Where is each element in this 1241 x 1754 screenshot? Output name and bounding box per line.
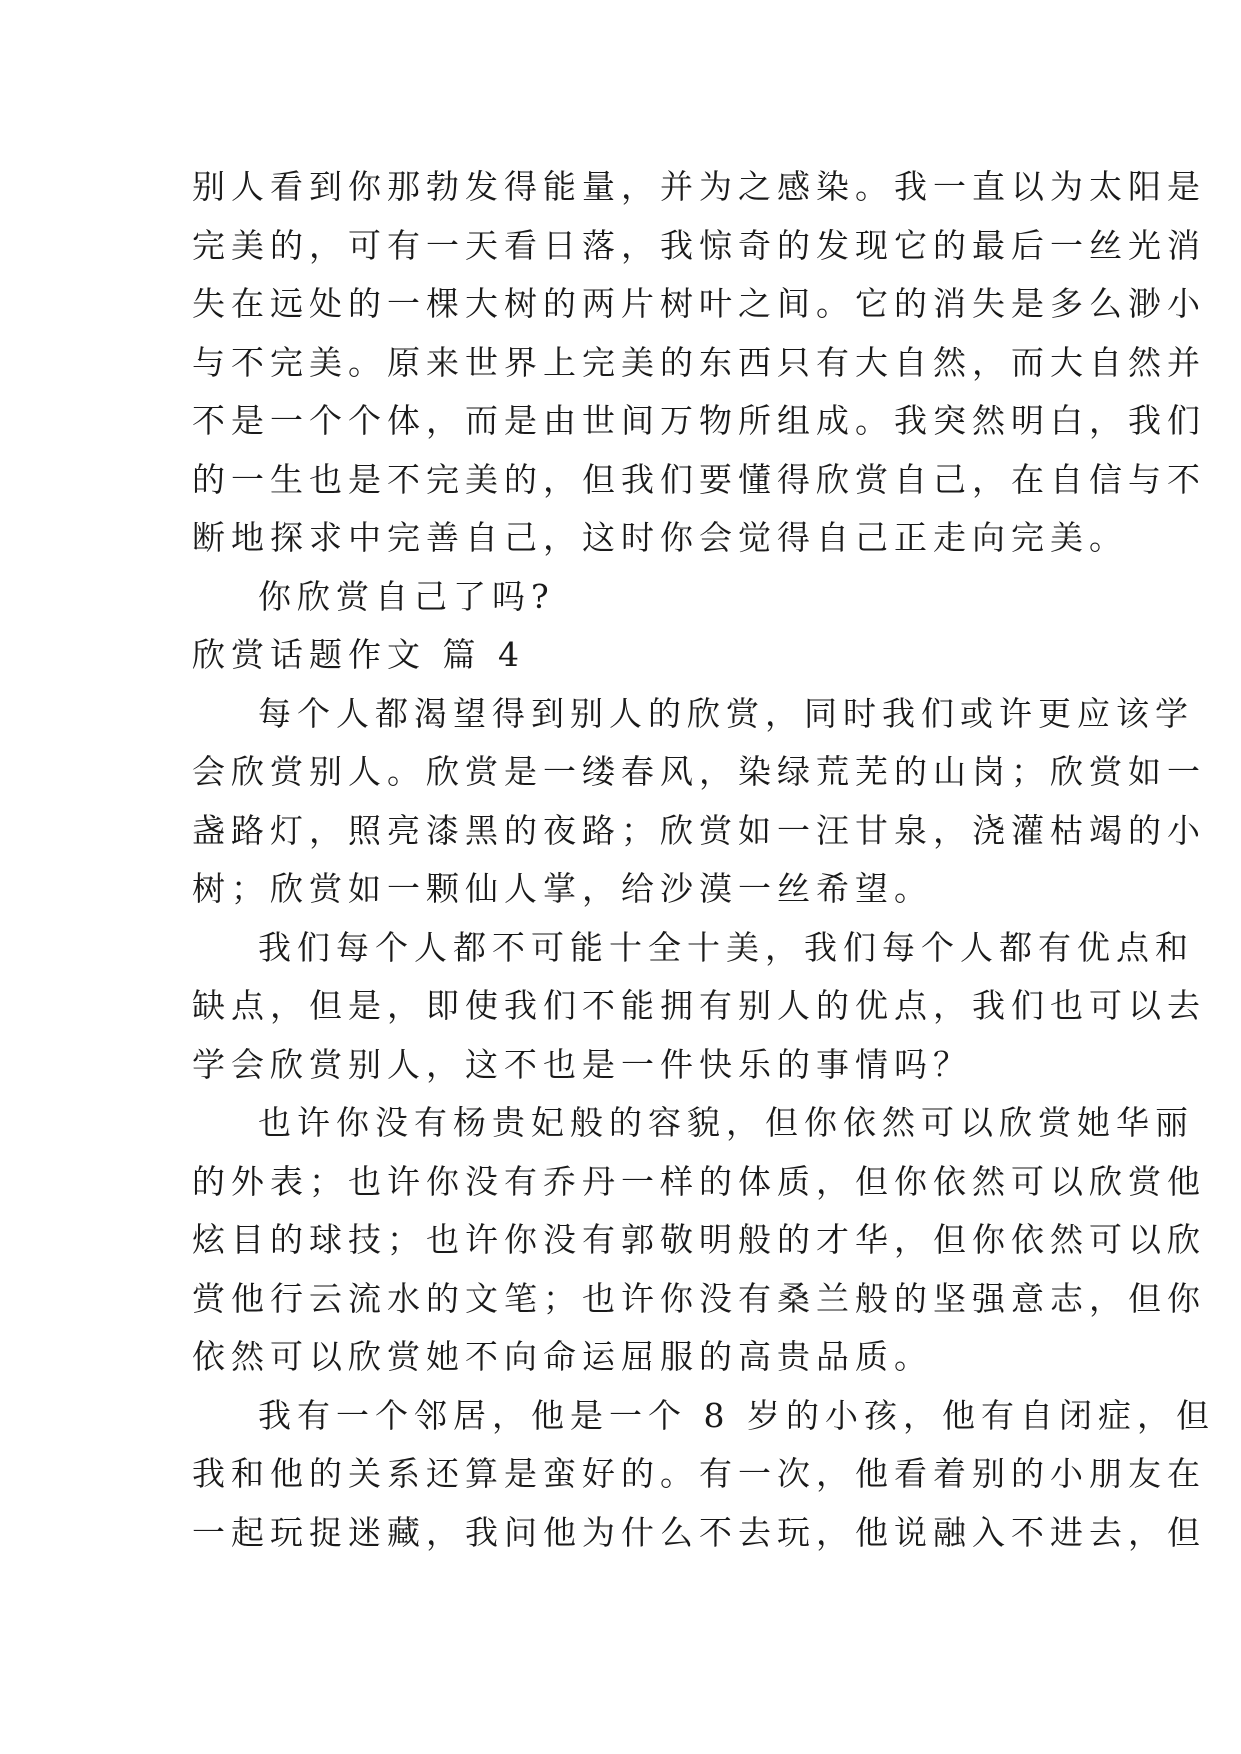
paragraph-line: 我和他的关系还算是蛮好的。有一次，他看着别的小朋友在	[192, 1454, 1206, 1493]
paragraph-2	[192, 919, 1206, 1095]
paragraph-3	[192, 1094, 1206, 1387]
paragraph-line: 树；欣赏如一颗仙人掌，给沙漠一丝希望。	[192, 869, 933, 908]
paragraph-1	[192, 685, 1206, 919]
paragraph-line: 断地探求中完善自己，这时你会觉得自己正走向完美。	[192, 518, 1128, 557]
paragraph-line: 学会欣赏别人，这不也是一件快乐的事情吗？	[192, 1044, 972, 1084]
section-heading: 欣赏话题作文 篇 4	[192, 635, 525, 674]
paragraph-line: 的外表；也许你没有乔丹一样的体质，但你依然可以欣赏他	[192, 1161, 1206, 1201]
paragraph-line: 赏他行云流水的文笔；也许你没有桑兰般的坚强意志，但你	[192, 1278, 1206, 1318]
paragraph-line: 不是一个个体，而是由世间万物所组成。我突然明白，我们	[192, 401, 1206, 440]
document-body	[192, 158, 1215, 1562]
paragraph-line: 我有一个邻居，他是一个 8 岁的小孩，他有自闭症，但	[258, 1395, 1215, 1435]
paragraph-line: 也许你没有杨贵妃般的容貌，但你依然可以欣赏她华丽	[258, 1103, 1194, 1142]
paragraph-line: 别人看到你那勃发得能量，并为之感染。我一直以为太阳是	[192, 167, 1206, 206]
paragraph-line: 失在远处的一棵大树的两片树叶之间。它的消失是多么渺小	[192, 284, 1206, 323]
paragraph-line: 盏路灯，照亮漆黑的夜路；欣赏如一汪甘泉，浇灌枯竭的小	[192, 810, 1206, 850]
paragraph-line: 一起玩捉迷藏，我问他为什么不去玩，他说融入不进去，但	[192, 1512, 1206, 1552]
paragraph-line: 完美的，可有一天看日落，我惊奇的发现它的最后一丝光消	[192, 225, 1206, 265]
continuation-paragraph	[192, 158, 1206, 568]
paragraph-line: 缺点，但是，即使我们不能拥有别人的优点，我们也可以去	[192, 986, 1206, 1025]
paragraph-line: 会欣赏别人。欣赏是一缕春风，染绿荒芜的山岗；欣赏如一	[192, 752, 1206, 791]
paragraph-line: 依然可以欣赏她不向命运屈服的高贵品质。	[192, 1337, 933, 1376]
closing-question: 你欣赏自己了吗?	[258, 576, 555, 616]
paragraph-line: 我们每个人都不可能十全十美，我们每个人都有优点和	[258, 927, 1194, 967]
paragraph-4	[192, 1387, 1215, 1563]
paragraph-line: 与不完美。原来世界上完美的东西只有大自然，而大自然并	[192, 342, 1206, 382]
paragraph-line: 炫目的球技；也许你没有郭敬明般的才华，但你依然可以欣	[192, 1220, 1206, 1259]
paragraph-line: 每个人都渴望得到别人的欣赏，同时我们或许更应该学	[258, 693, 1194, 733]
paragraph-line: 的一生也是不完美的，但我们要懂得欣赏自己，在自信与不	[192, 459, 1206, 499]
